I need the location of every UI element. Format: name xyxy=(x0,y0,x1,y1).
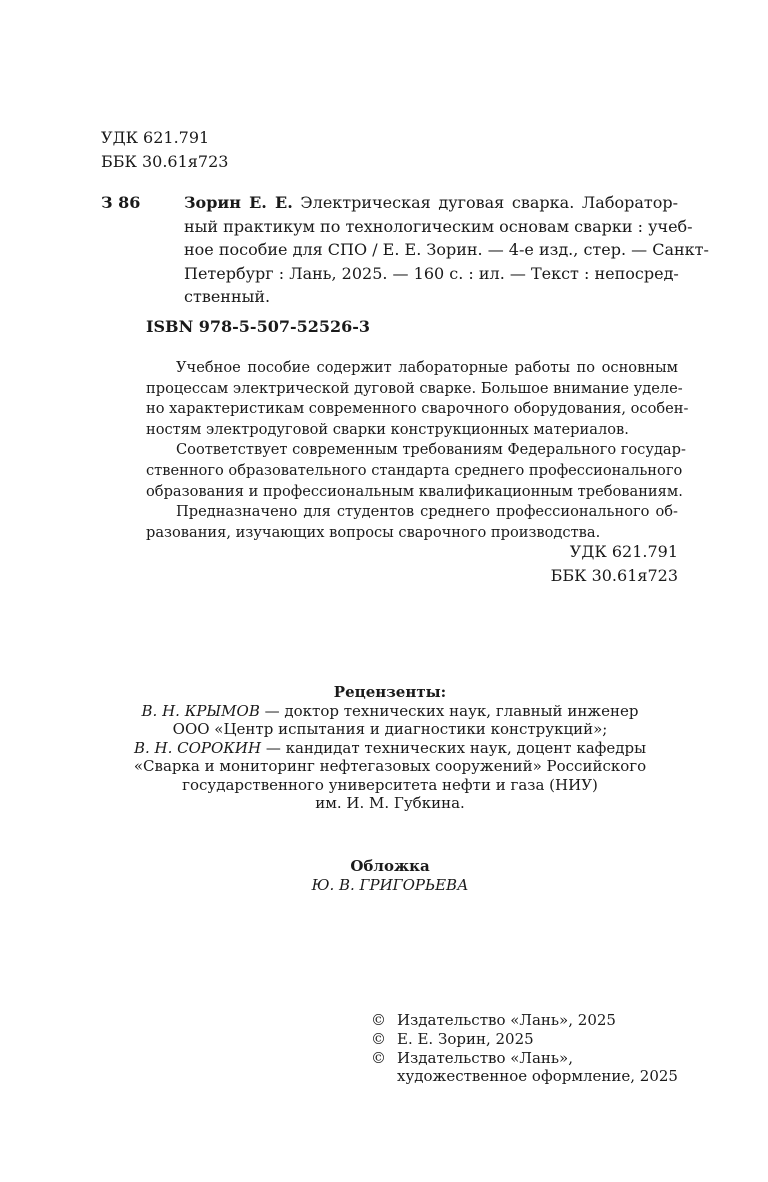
reviewer-1-name: В. Н. КРЫМОВ xyxy=(141,701,260,720)
cover-credit xyxy=(110,857,670,894)
cover-heading: Обложка xyxy=(350,857,430,875)
copyright-line-3 xyxy=(371,1049,678,1068)
annotation-line-7: образования и профессиональным квалификационным требованиям. xyxy=(146,482,683,500)
bib-author: Зорин Е. Е. xyxy=(184,193,293,212)
copyright-line-1 xyxy=(371,1011,678,1030)
annotation-line-3: но характеристикам современного сварочного оборудования, особен- xyxy=(146,400,689,418)
bib-line-1 xyxy=(184,191,678,215)
isbn: ISBN 978-5-507-52526-3 xyxy=(146,317,371,336)
annotation-line-9: разования, изучающих вопросы сварочного производства. xyxy=(146,523,601,541)
top-udk-code: УДК 621.791 xyxy=(101,128,210,147)
annotation-line-2: процессам электрической дуговой сварке. Большое внимание уделе- xyxy=(146,379,683,397)
reviewer-2-line-4: им. И. М. Губкина. xyxy=(315,794,465,812)
reviewer-2-line-1 xyxy=(110,739,670,758)
copyright-line-2 xyxy=(371,1030,678,1049)
annotation-line-1: Учебное пособие содержит лабораторные работы по основным xyxy=(176,359,678,376)
reviewer-2-title: — кандидат технических наук, доцент кафедры xyxy=(261,738,647,757)
reviewer-2-name: В. Н. СОРОКИН xyxy=(133,738,262,757)
bib-title: Электрическая дуговая сварка. Лаборатор- xyxy=(292,193,679,212)
annotation xyxy=(146,358,689,543)
bib-line-4: Петербург : Лань, 2025. — 160 с. : ил. — Текст : непосред- xyxy=(184,263,679,283)
annotation-line-5: Соответствует современным требованиям Федерального государ- xyxy=(176,441,686,459)
bib-line-5: ственный. xyxy=(184,287,271,306)
copyright-icon: © xyxy=(371,1048,386,1067)
annotation-line-8: Предназначено для студентов среднего профессионального об- xyxy=(176,503,678,521)
copyright-block xyxy=(371,1011,678,1086)
reviewers-heading: Рецензенты: xyxy=(333,683,447,701)
right-bbk-code: ББК 30.61я723 xyxy=(550,566,678,585)
reviewer-1-title: — доктор технических наук, главный инженер xyxy=(259,701,639,720)
reviewer-2-line-2: «Сварка и мониторинг нефтегазовых сооружений» Российского xyxy=(133,757,647,775)
copyright-text-3: Издательство «Лань», xyxy=(397,1048,574,1067)
reviewer-1-line-2: ООО «Центр испытания и диагностики конструкций»; xyxy=(172,720,608,738)
bibliographic-record xyxy=(184,191,709,309)
copyright-icon: © xyxy=(371,1029,386,1048)
copyright-line-4 xyxy=(371,1067,678,1086)
bib-line-3: ное пособие для СПО / Е. Е. Зорин. — 4-е изд., стер. — Санкт- xyxy=(184,240,709,259)
copyright-text-2: Е. Е. Зорин, 2025 xyxy=(397,1029,534,1048)
right-udk-code: УДК 621.791 xyxy=(569,542,678,561)
annotation-line-6: ственного образовательного стандарта среднего профессионального xyxy=(146,461,683,479)
copyright-icon: © xyxy=(371,1011,386,1029)
copyright-text-4: художественное оформление, 2025 xyxy=(397,1067,678,1086)
right-classification-codes xyxy=(470,540,678,588)
reviewer-1-line-1 xyxy=(110,702,670,721)
reviewer-2-line-3: государственного университета нефти и газа (НИУ) xyxy=(182,775,598,794)
cover-designer-name: Ю. В. ГРИГОРЬЕВА xyxy=(311,875,469,894)
annotation-line-4: ностям электродуговой сварки конструкционных материалов. xyxy=(146,420,629,438)
top-bbk-code: ББК 30.61я723 xyxy=(101,152,229,171)
copyright-text-1: Издательство «Лань», 2025 xyxy=(397,1011,616,1029)
top-classification-codes xyxy=(101,126,228,174)
reviewers-block xyxy=(110,683,670,813)
author-mark: З 86 xyxy=(101,193,141,212)
bib-line-2: ный практикум по технологическим основам сварки : учеб- xyxy=(184,216,693,236)
